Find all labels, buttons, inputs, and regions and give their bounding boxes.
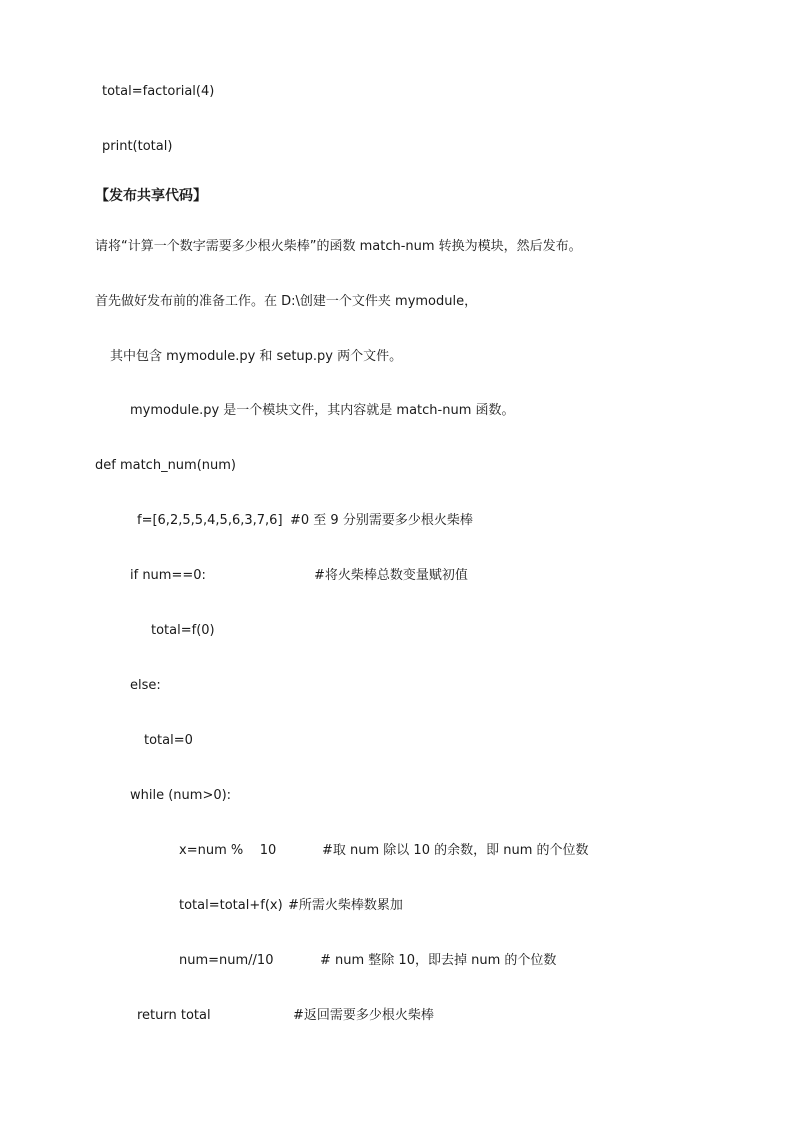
code-comment-if: #将火柴棒总数变量赋初值 bbox=[314, 568, 468, 583]
code-line-f-list: f=[6,2,5,5,4,5,6,3,7,6] bbox=[137, 513, 283, 528]
code-line-return: return total bbox=[137, 1008, 211, 1023]
code-comment-accumulate: #所需火柴棒数累加 bbox=[288, 898, 403, 913]
paragraph-files: 其中包含 mymodule.py 和 setup.py 两个文件。 bbox=[110, 349, 403, 364]
code-line-total-f0: total=f(0) bbox=[151, 623, 215, 638]
paragraph-prepare: 首先做好发布前的准备工作。在 D:\创建一个文件夹 mymodule， bbox=[95, 294, 478, 309]
code-line-floordiv: num=num//10 bbox=[179, 953, 274, 968]
code-line-else: else: bbox=[130, 678, 161, 693]
code-line-mod: x=num % 10 bbox=[179, 843, 277, 858]
code-comment-floordiv: # num 整除 10，即去掉 num 的个位数 bbox=[320, 953, 557, 968]
section-heading: 【发布共享代码】 bbox=[95, 188, 207, 204]
code-line-def: def match_num(num) bbox=[95, 458, 237, 473]
paragraph-task: 请将“计算一个数字需要多少根火柴棒”的函数 match-num 转换为模块，然后发布。 bbox=[95, 239, 582, 254]
code-line-while: while (num>0): bbox=[130, 788, 232, 803]
code-line-if: if num==0: bbox=[130, 568, 206, 583]
code-comment-return: #返回需要多少根火柴棒 bbox=[293, 1008, 434, 1023]
code-line-total-zero: total=0 bbox=[144, 733, 193, 748]
code-comment-mod: #取 num 除以 10 的余数，即 num 的个位数 bbox=[322, 843, 589, 858]
code-line-total-factorial: total=factorial(4) bbox=[102, 84, 215, 99]
code-line-print-total: print(total) bbox=[102, 139, 173, 154]
code-line-accumulate: total=total+f(x) bbox=[179, 898, 283, 913]
paragraph-module-desc: mymodule.py 是一个模块文件，其内容就是 match-num 函数。 bbox=[130, 403, 515, 418]
code-comment-f-list: #0 至 9 分别需要多少根火柴棒 bbox=[290, 513, 473, 528]
